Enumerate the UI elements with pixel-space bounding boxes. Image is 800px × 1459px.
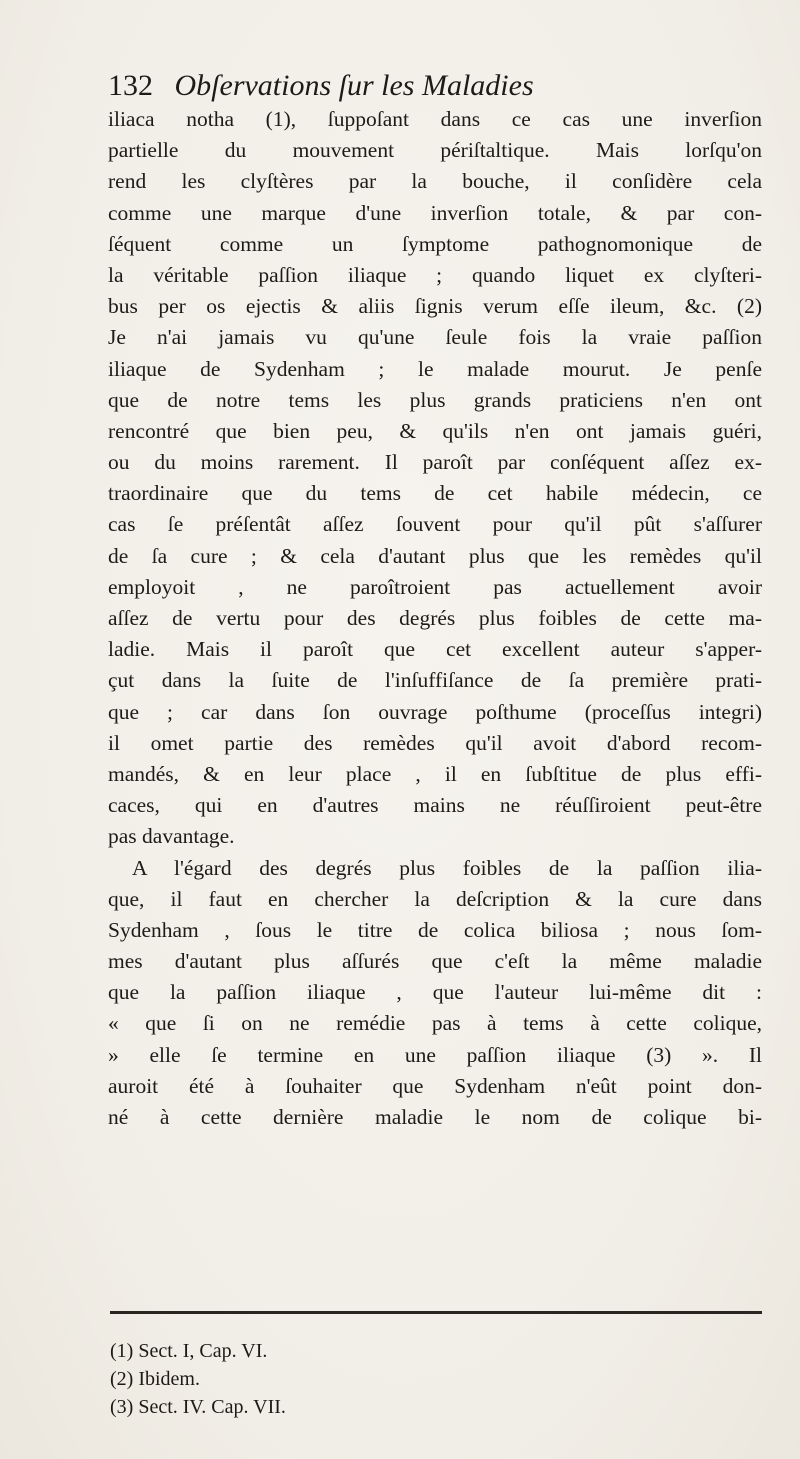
text-line: la véritable paſſion iliaque ; quando liquet ex clyſteri- <box>108 262 762 287</box>
text-line: mes d'autant plus aſſurés que c'eſt la même maladie <box>108 949 762 974</box>
text-line: que ; car dans ſon ouvrage poſthume (proceſſus integri) <box>108 699 762 724</box>
page-header <box>108 66 758 106</box>
paragraph-end-line: pas davantage. <box>108 824 235 849</box>
text-line: cas ſe préſentât aſſez ſouvent pour qu'il pût s'aſſurer <box>108 512 762 537</box>
running-title: Obſervations ſur les Maladies <box>174 69 534 102</box>
quote-line: « que ſi on ne remédie pas à tems à cette colique, <box>108 1011 762 1036</box>
footnote-divider <box>110 1311 762 1314</box>
footnote: (2) Ibidem. <box>110 1368 200 1390</box>
text-line: partielle du mouvement périſtaltique. Mais lorſqu'on <box>108 138 762 163</box>
text-line: Sydenham , ſous le titre de colica biliosa ; nous ſom- <box>108 917 762 942</box>
body-text <box>108 104 762 1133</box>
text-line: que de notre tems les plus grands praticiens n'en ont <box>108 387 762 412</box>
text-line: rend les clyſtères par la bouche, il conſidère cela <box>108 169 762 194</box>
text-line: caces, qui en d'autres mains ne réuſſiroient peut-être <box>108 793 762 818</box>
text-line: ſéquent comme un ſymptome pathognomonique de <box>108 231 762 256</box>
text-line: iliaca notha (1), ſuppoſant dans ce cas une inverſion <box>108 107 762 131</box>
text-line: né à cette dernière maladie le nom de colique bi- <box>108 1105 762 1129</box>
footnote: (3) Sect. IV. Cap. VII. <box>110 1396 286 1418</box>
text-line: que la paſſion iliaque , que l'auteur lui-même dit : <box>108 980 762 1005</box>
text-line: bus per os ejectis & aliis ſignis verum eſſe ileum, &c. (2) <box>108 294 762 319</box>
text-line: de ſa cure ; & cela d'autant plus que les remèdes qu'il <box>108 543 762 568</box>
text-line: auroit été à ſouhaiter que Sydenham n'eût point don- <box>108 1073 762 1098</box>
text-line: que, il faut en chercher la deſcription & la cure dans <box>108 886 762 911</box>
text-line: rencontré que bien peu, & qu'ils n'en ont jamais guéri, <box>108 418 762 443</box>
text-line: aſſez de vertu pour des degrés plus foibles de cette ma- <box>108 606 762 630</box>
text-line: çut dans la ſuite de l'inſuffiſance de ſa première prati- <box>108 668 762 693</box>
text-line: traordinaire que du tems de cet habile médecin, ce <box>108 481 762 506</box>
text-line: il omet partie des remèdes qu'il avoit d'abord recom- <box>108 730 762 755</box>
text-line: ladie. Mais il paroît que cet excellent auteur s'apper- <box>108 637 762 662</box>
quote-line: » elle ſe termine en une paſſion iliaque (3) ». Il <box>108 1042 762 1067</box>
footnotes <box>110 1337 750 1421</box>
paragraph-start-line: A l'égard des degrés plus foibles de la paſſion ilia- <box>132 855 762 880</box>
text-line: employoit , ne paroîtroient pas actuellement avoir <box>108 574 762 599</box>
text-line: comme une marque d'une inverſion totale, & par con- <box>108 200 762 225</box>
text-line: mandés, & en leur place , il en ſubſtitue de plus effi- <box>108 761 762 786</box>
page-number: 132 <box>108 69 153 102</box>
footnote: (1) Sect. I, Cap. VI. <box>110 1340 268 1362</box>
text-line: ou du moins rarement. Il paroît par conſéquent aſſez ex- <box>108 450 762 475</box>
text-line: iliaque de Sydenham ; le malade mourut. Je penſe <box>108 356 762 381</box>
text-line: Je n'ai jamais vu qu'une ſeule fois la vraie paſſion <box>108 325 762 350</box>
